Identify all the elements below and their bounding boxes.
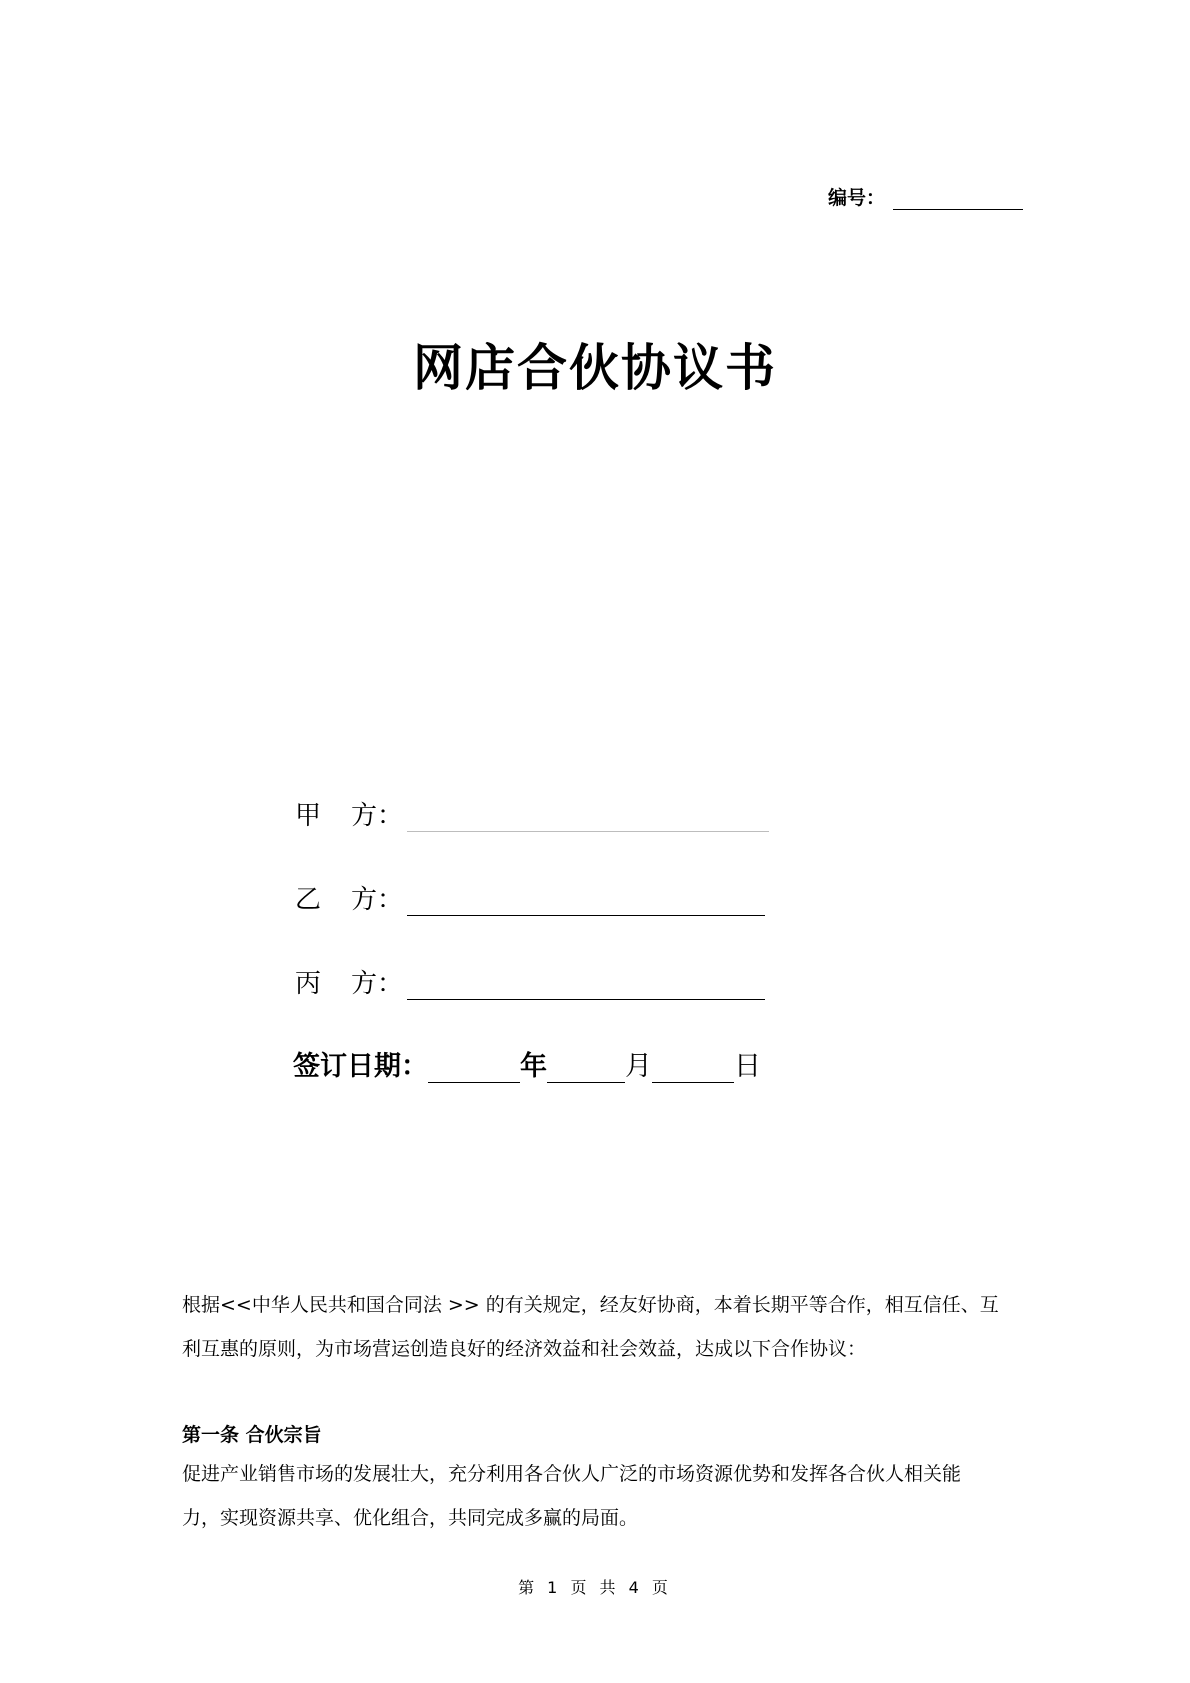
doc-number: [828, 186, 1023, 210]
section-1-body: [182, 1452, 1012, 1540]
intro-line-1: 根据<<中华人民共和国合同法 >> 的有关规定，经友好协商，本着长期平等合作，相互信任、互: [182, 1294, 999, 1316]
doc-number-blank: [893, 189, 1023, 210]
party-c-label: [295, 968, 407, 1000]
party-b-label: [295, 884, 407, 916]
page-footer: 第 1 页 共 4 页: [518, 1578, 672, 1597]
sign-date-month-unit: 月: [625, 1051, 652, 1082]
party-c-label-char: 丙: [295, 969, 322, 999]
party-b-line: [295, 884, 765, 916]
intro-paragraph: [182, 1283, 1012, 1371]
party-c-label-suffix: 方：: [351, 969, 404, 999]
party-a-blank: [407, 805, 769, 832]
sign-date-month-blank: [547, 1056, 625, 1083]
party-b-label-suffix: 方：: [351, 885, 404, 915]
sign-date-day-unit: 日: [734, 1051, 761, 1082]
party-c-line: [295, 968, 765, 1000]
party-b-label-char: 乙: [295, 885, 322, 915]
intro-line-2: 利互惠的原则，为市场营运创造良好的经济效益和社会效益，达成以下合作协议：: [182, 1338, 867, 1360]
sign-date-year-unit: 年: [520, 1051, 547, 1082]
sign-date-label: 签订日期：: [293, 1051, 428, 1082]
party-a-label: [295, 800, 407, 832]
section-1-line-1: 促进产业销售市场的发展壮大，充分利用各合伙人广泛的市场资源优势和发挥各合伙人相关能: [182, 1463, 962, 1485]
section-1-heading: 第一条 合伙宗旨: [182, 1424, 322, 1446]
sign-date-line: [293, 1051, 761, 1083]
party-a-line: [295, 800, 769, 832]
sign-date-day-blank: [652, 1056, 734, 1083]
section-1-line-2: 力，实现资源共享、优化组合，共同完成多赢的局面。: [182, 1507, 639, 1529]
party-a-label-char: 甲: [295, 801, 322, 831]
party-b-blank: [407, 889, 765, 916]
doc-number-label: 编号：: [828, 187, 886, 209]
party-a-label-suffix: 方：: [351, 801, 404, 831]
page-title: 网店合伙协议书: [413, 338, 777, 397]
sign-date-year-blank: [428, 1056, 520, 1083]
party-c-blank: [407, 973, 765, 1000]
